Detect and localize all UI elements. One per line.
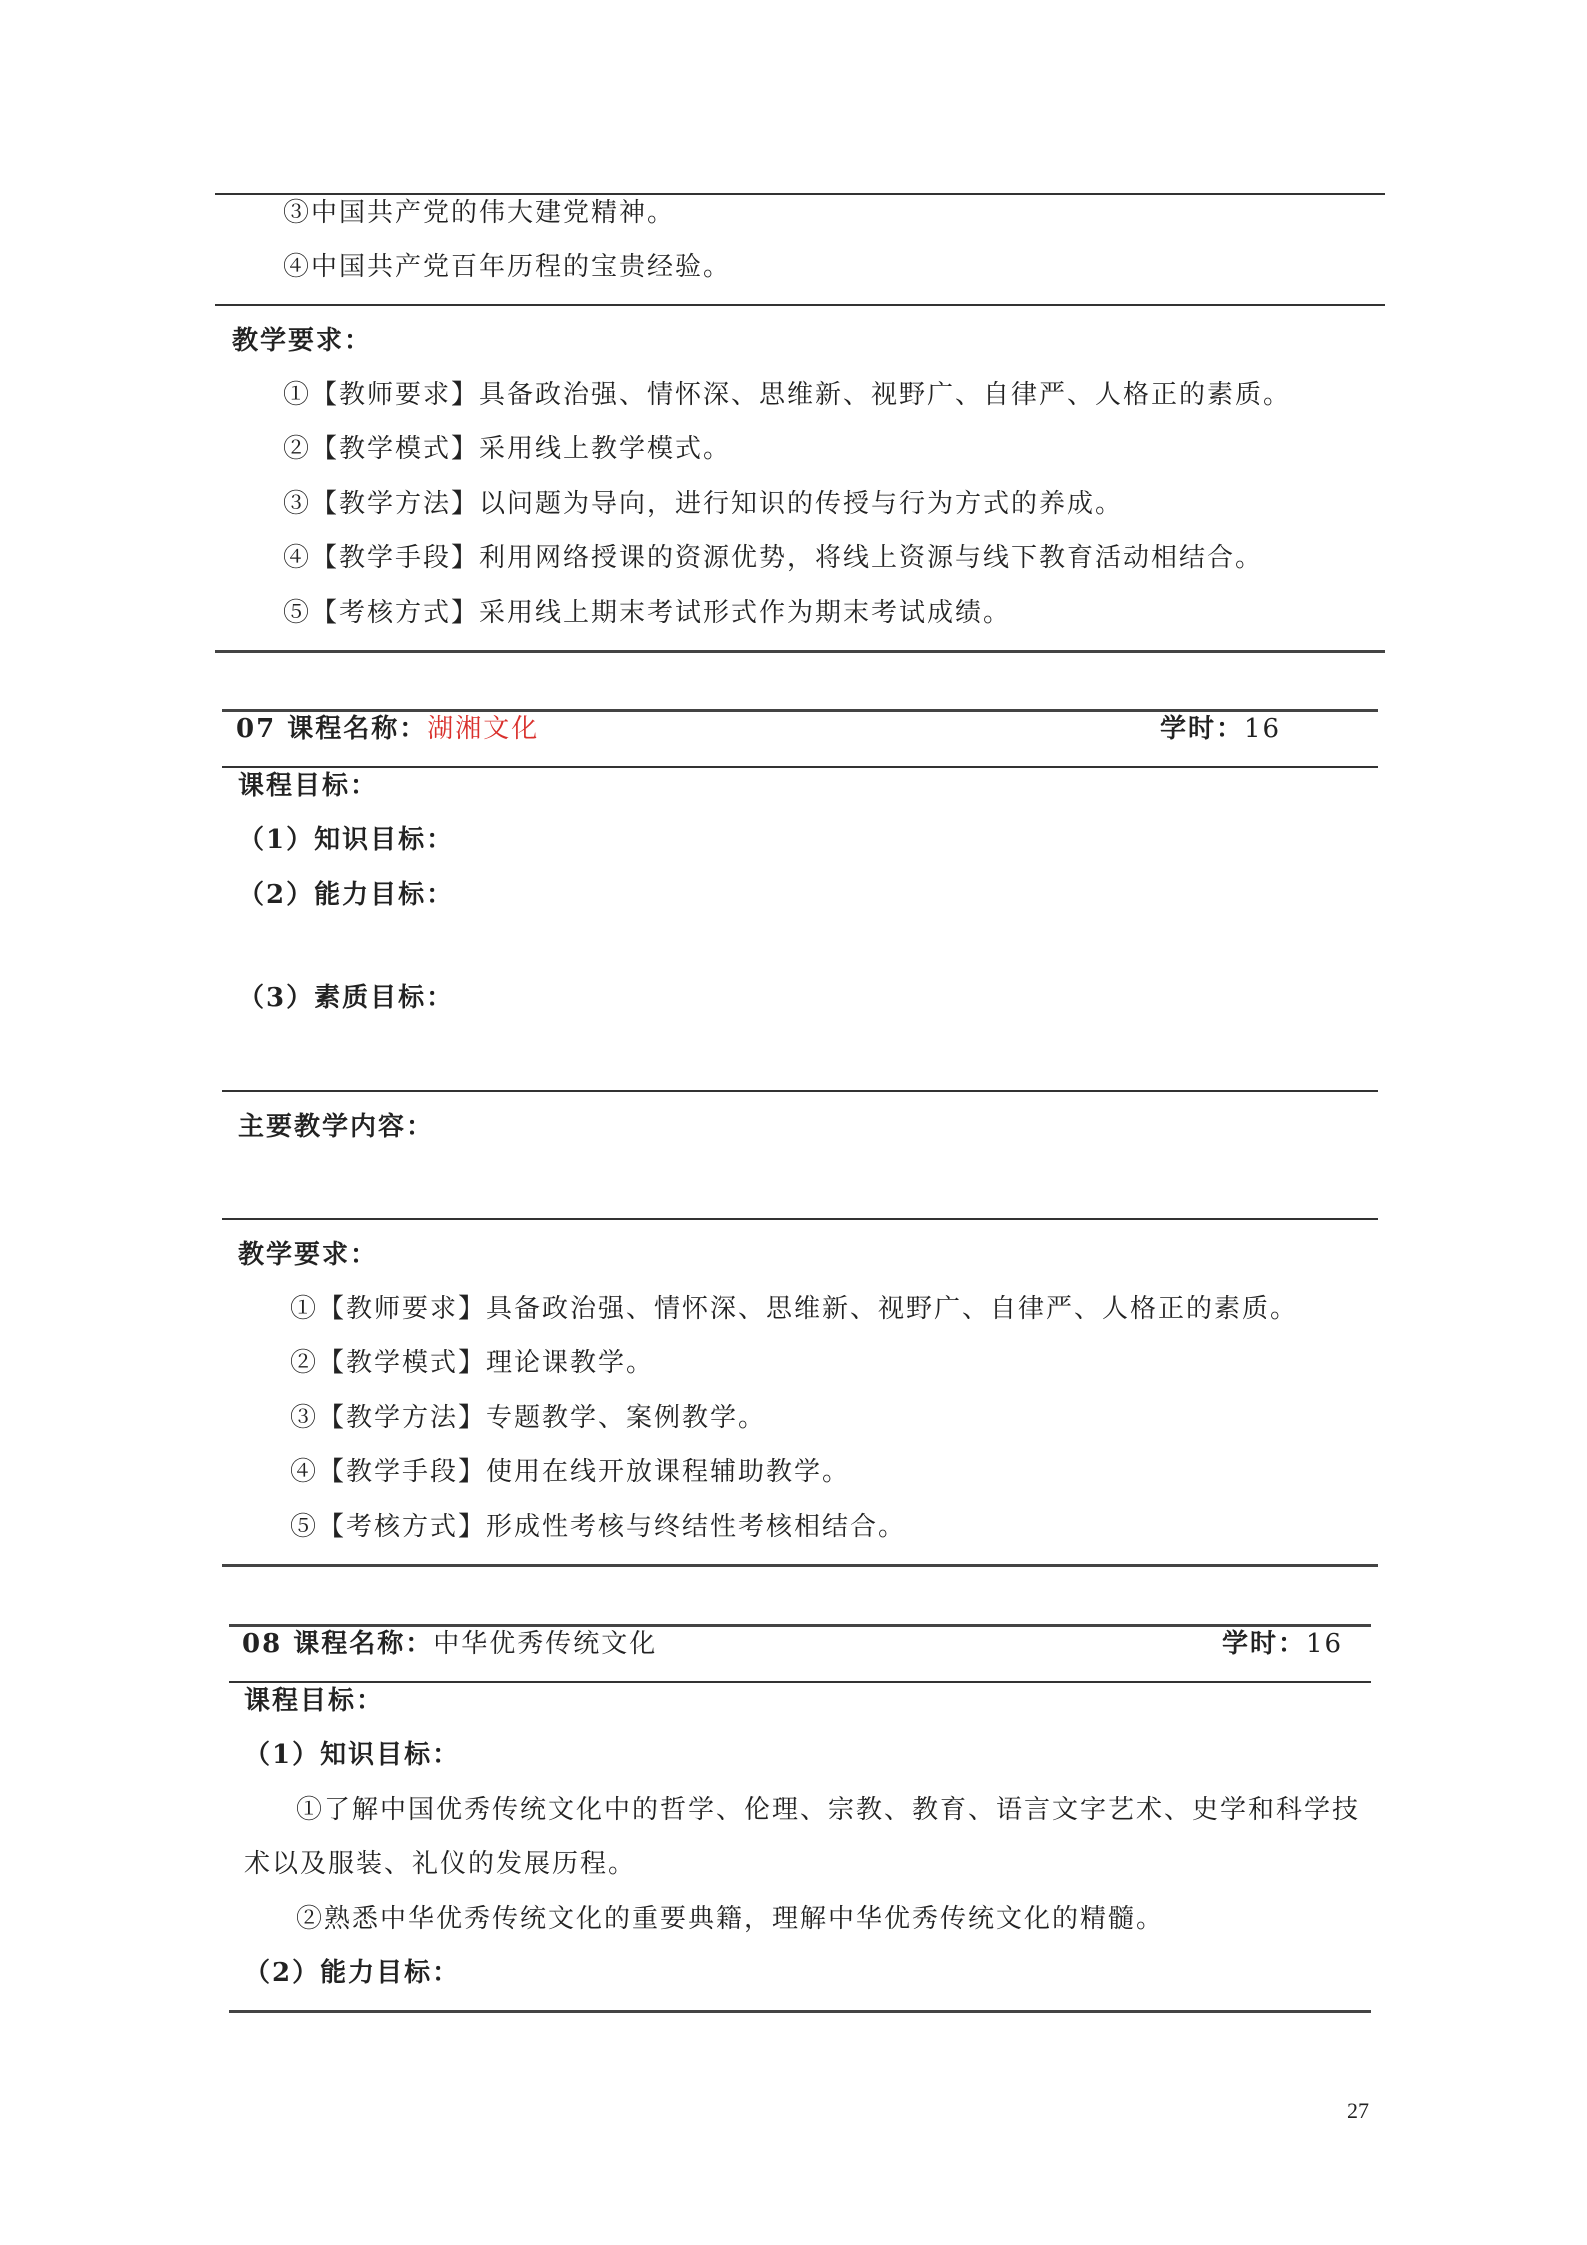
course07-hours (1160, 712, 1281, 746)
content-item: ④中国共产党百年历程的宝贵经验。 (283, 252, 732, 282)
ability-objective: （2）能力目标： (244, 1958, 461, 1988)
requirement-item: ①【教师要求】具备政治强、情怀深、思维新、视野广、自律严、人格正的素质。 (283, 380, 1292, 410)
requirement-item: ⑤【考核方式】形成性考核与终结性考核相结合。 (290, 1512, 907, 1542)
page-number: 27 (1347, 2098, 1369, 2123)
course-name-label: 课程名称： (293, 1629, 434, 1659)
requirement-item: ②【教学模式】采用线上教学模式。 (283, 434, 732, 464)
hours-label: 学时： (1222, 1629, 1307, 1659)
table-top-rule (215, 193, 1385, 195)
requirement-item: ④【教学手段】使用在线开放课程辅助教学。 (290, 1457, 851, 1487)
course07-header (236, 712, 539, 746)
course08-header (242, 1627, 657, 1661)
row-divider (222, 1090, 1378, 1092)
row-divider (229, 1681, 1371, 1683)
knowledge-objective: （1）知识目标： (244, 1740, 461, 1770)
knowledge-item: 术以及服装、礼仪的发展历程。 (244, 1849, 637, 1879)
hours-value: 16 (1306, 1629, 1344, 1659)
objectives-heading: 课程目标： (244, 1686, 385, 1716)
course08-bottom-rule (229, 2010, 1371, 2013)
table-bottom-rule (215, 650, 1385, 653)
quality-objective: （3）素质目标： (238, 983, 455, 1013)
course-name: 中华优秀传统文化 (433, 1629, 658, 1659)
course-name-label: 课程名称： (287, 714, 428, 744)
requirement-item: ①【教师要求】具备政治强、情怀深、思维新、视野广、自律严、人格正的素质。 (290, 1294, 1299, 1324)
course08-hours (1222, 1627, 1343, 1661)
row-divider (222, 766, 1378, 768)
content-item: ③中国共产党的伟大建党精神。 (283, 198, 676, 228)
course-name: 湖湘文化 (427, 714, 540, 744)
requirement-item: ③【教学方法】以问题为导向，进行知识的传授与行为方式的养成。 (283, 489, 1124, 519)
requirement-item: ④【教学手段】利用网络授课的资源优势，将线上资源与线下教育活动相结合。 (283, 543, 1264, 573)
course-number: 08 (242, 1629, 283, 1659)
requirements-heading: 教学要求： (232, 326, 373, 356)
course07-bottom-rule (222, 1564, 1378, 1567)
requirement-item: ②【教学模式】理论课教学。 (290, 1348, 655, 1378)
requirement-item: ③【教学方法】专题教学、案例教学。 (290, 1403, 767, 1433)
hours-value: 16 (1244, 714, 1282, 744)
requirements-heading: 教学要求： (238, 1240, 379, 1270)
knowledge-item: ②熟悉中华优秀传统文化的重要典籍，理解中华优秀传统文化的精髓。 (296, 1904, 1165, 1934)
ability-objective: （2）能力目标： (238, 880, 455, 910)
knowledge-objective: （1）知识目标： (238, 825, 455, 855)
hours-label: 学时： (1160, 714, 1245, 744)
requirement-item: ⑤【考核方式】采用线上期末考试形式作为期末考试成绩。 (283, 598, 1012, 628)
objectives-heading: 课程目标： (238, 771, 379, 801)
knowledge-item: ①了解中国优秀传统文化中的哲学、伦理、宗教、教育、语言文字艺术、史学和科学技 (296, 1795, 1361, 1825)
content-heading: 主要教学内容： (238, 1112, 435, 1142)
row-divider (215, 304, 1385, 306)
row-divider (222, 1218, 1378, 1220)
course-number: 07 (236, 714, 277, 744)
